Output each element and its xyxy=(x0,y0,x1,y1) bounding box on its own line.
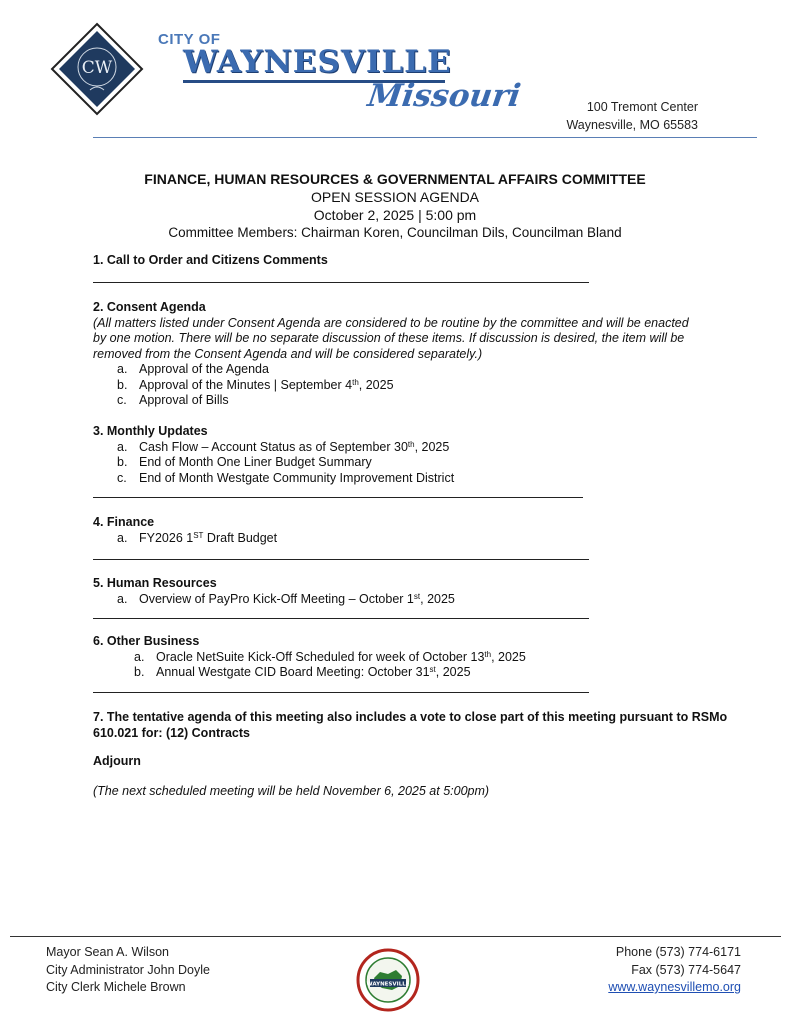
agenda-heading xyxy=(93,170,697,242)
section-call-to-order xyxy=(93,253,703,269)
clerk-name: City Clerk Michele Brown xyxy=(46,980,186,994)
section-title: 2. Consent Agenda xyxy=(93,300,206,314)
section-title: 5. Human Resources xyxy=(93,576,217,590)
section-next-meeting xyxy=(93,784,703,800)
section-title: 3. Monthly Updates xyxy=(93,424,208,438)
other-business-items xyxy=(93,650,703,681)
footer-divider xyxy=(10,936,781,937)
list-item: b. Approval of the Minutes | September 4th, 2025 xyxy=(117,377,394,392)
address-line-1: 100 Tremont Center xyxy=(586,100,698,114)
section-adjourn xyxy=(93,754,703,770)
logo-monogram: CW xyxy=(81,58,113,78)
footer-officials xyxy=(46,944,210,997)
state-wordmark: Missouri xyxy=(365,78,523,114)
list-item: a. Oracle NetSuite Kick-Off Scheduled for week of October 13th, 2025 xyxy=(134,649,526,664)
consent-note: (All matters listed under Consent Agenda are considered to be routine by the committee and will be enacted by one motion. There will be no separate discussion of these items. If discussion is desired, the item will be removed from the Consent Agenda and will be considered separately.) xyxy=(93,315,689,361)
phone-number: Phone (573) 774-6171 xyxy=(615,945,741,959)
letterhead-divider xyxy=(93,137,757,138)
section-other-business xyxy=(93,634,703,681)
city-logo xyxy=(50,22,144,116)
consent-items xyxy=(93,362,703,409)
address-line-2: Waynesville, MO 65583 xyxy=(566,118,698,132)
meeting-date: October 2, 2025 | 5:00 pm xyxy=(313,207,477,223)
section-divider xyxy=(93,692,589,693)
fax-number: Fax (573) 774-5647 xyxy=(631,962,741,977)
finance-items xyxy=(93,531,703,547)
list-item: a. Cash Flow – Account Status as of September 30th, 2025 xyxy=(117,439,450,454)
session-title: OPEN SESSION AGENDA xyxy=(310,189,480,205)
footer-contact xyxy=(608,944,741,997)
list-item: a. Overview of PayPro Kick-Off Meeting – October 1st, 2025 xyxy=(117,591,455,606)
committee-title: FINANCE, HUMAN RESOURCES & GOVERNMENTAL AFFAIRS COMMITTEE xyxy=(144,171,646,187)
section-title: 6. Other Business xyxy=(93,634,200,648)
mayor-name: Mayor Sean A. Wilson xyxy=(46,945,169,959)
section-consent-agenda xyxy=(93,300,703,409)
section-human-resources xyxy=(93,576,703,607)
city-address xyxy=(566,98,698,134)
seal-text: WAYNESVILLE xyxy=(366,981,410,988)
section-title: 4. Finance xyxy=(93,515,155,529)
closed-session-text: 7. The tentative agenda of this meeting also includes a vote to close part of this meeting pursuant to RSMo 610.021 for: (12) Contracts xyxy=(93,710,728,740)
list-item: b. End of Month One Liner Budget Summary xyxy=(117,455,372,469)
list-item: c. End of Month Westgate Community Improvement District xyxy=(117,470,455,485)
list-item: c. Approval of Bills xyxy=(117,393,229,407)
section-closed-session xyxy=(93,710,733,741)
list-item: a. FY2026 1ST Draft Budget xyxy=(117,530,278,545)
administrator-name: City Administrator John Doyle xyxy=(46,962,210,977)
section-divider xyxy=(93,497,583,498)
committee-members: Committee Members: Chairman Koren, Councilman Dils, Councilman Bland xyxy=(168,225,622,240)
section-divider xyxy=(93,618,589,619)
next-meeting-note: (The next scheduled meeting will be held November 6, 2025 at 5:00pm) xyxy=(93,784,490,798)
city-name-wordmark: WAYNESVILLE xyxy=(183,44,452,80)
hr-items xyxy=(93,592,703,608)
section-finance xyxy=(93,515,703,546)
section-divider xyxy=(93,559,589,560)
list-item: a. Approval of the Agenda xyxy=(117,362,269,376)
section-title: 1. Call to Order and Citizens Comments xyxy=(93,253,328,267)
website-link[interactable]: www.waynesvillemo.org xyxy=(608,980,741,994)
list-item: b. Annual Westgate CID Board Meeting: October 31st, 2025 xyxy=(134,665,471,679)
monthly-update-items xyxy=(93,440,703,487)
section-divider xyxy=(93,282,589,283)
section-monthly-updates xyxy=(93,424,703,486)
city-seal-icon xyxy=(356,948,420,1012)
adjourn-label: Adjourn xyxy=(93,754,141,768)
city-of-label: CITY OF xyxy=(158,31,221,48)
